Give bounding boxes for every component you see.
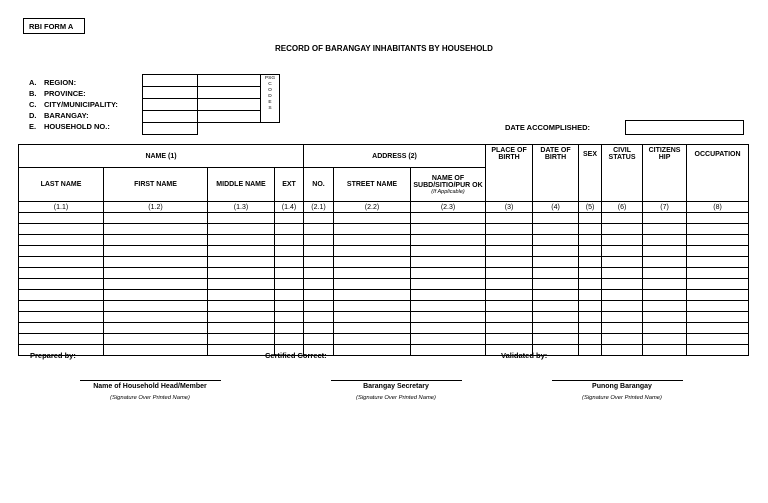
psg-codes-label: PSG C O D E S — [260, 74, 280, 123]
entry-cell[interactable] — [643, 279, 687, 290]
entry-cell[interactable] — [486, 301, 533, 312]
entry-cell[interactable] — [411, 312, 486, 323]
entry-cell[interactable] — [411, 224, 486, 235]
entry-cell[interactable] — [533, 224, 579, 235]
entry-cell[interactable] — [304, 213, 334, 224]
code-cell: (2.3) — [411, 202, 486, 213]
form-title: RECORD OF BARANGAY INHABITANTS BY HOUSEHOLD — [275, 44, 493, 53]
secretary-signature-line[interactable] — [331, 380, 462, 381]
entry-cell[interactable] — [304, 334, 334, 345]
entry-cell[interactable] — [486, 246, 533, 257]
household-no-field[interactable] — [142, 122, 198, 135]
entry-cell[interactable] — [304, 246, 334, 257]
entry-cell[interactable] — [602, 246, 643, 257]
entry-cell[interactable] — [208, 246, 275, 257]
entry-cell[interactable] — [643, 345, 687, 356]
punong-label: Punong Barangay — [592, 383, 652, 390]
validated-by-label: Validated by: — [501, 351, 548, 360]
entry-cell[interactable] — [579, 323, 602, 334]
table-row — [19, 246, 749, 257]
table-row — [19, 268, 749, 279]
entry-cell[interactable] — [19, 301, 104, 312]
entry-cell[interactable] — [579, 268, 602, 279]
entry-cell[interactable] — [104, 246, 208, 257]
entry-cell[interactable] — [602, 224, 643, 235]
code-cell: (7) — [643, 202, 687, 213]
entry-cell[interactable] — [208, 235, 275, 246]
household-no-label: E. HOUSEHOLD NO.: — [29, 122, 110, 131]
entry-cell[interactable] — [687, 235, 749, 246]
entry-cell[interactable] — [334, 279, 411, 290]
code-cell: (5) — [579, 202, 602, 213]
table-row — [19, 312, 749, 323]
street-name-header: STREET NAME — [334, 168, 411, 202]
entry-cell[interactable] — [602, 257, 643, 268]
entry-cell[interactable] — [602, 213, 643, 224]
entry-cell[interactable] — [104, 279, 208, 290]
barangay-code-field[interactable] — [197, 110, 261, 123]
entry-cell[interactable] — [304, 312, 334, 323]
entry-cell[interactable] — [104, 323, 208, 334]
entry-cell[interactable] — [533, 235, 579, 246]
table-row — [19, 301, 749, 312]
entry-cell[interactable] — [19, 312, 104, 323]
code-cell: (2.2) — [334, 202, 411, 213]
entry-cell[interactable] — [486, 213, 533, 224]
entry-cell[interactable] — [643, 213, 687, 224]
entry-cell[interactable] — [411, 334, 486, 345]
entry-cell[interactable] — [334, 257, 411, 268]
entry-cell[interactable] — [275, 246, 304, 257]
province-label: B. PROVINCE: — [29, 89, 86, 98]
entry-cell[interactable] — [334, 334, 411, 345]
entry-cell[interactable] — [643, 323, 687, 334]
secretary-label: Barangay Secretary — [363, 383, 429, 390]
entry-cell[interactable] — [486, 268, 533, 279]
entry-cell[interactable] — [486, 312, 533, 323]
entry-cell[interactable] — [579, 279, 602, 290]
table-row — [19, 279, 749, 290]
entry-cell[interactable] — [275, 301, 304, 312]
entry-cell[interactable] — [104, 345, 208, 356]
entry-cell[interactable] — [486, 224, 533, 235]
certified-correct-label: Certified Correct: — [265, 351, 327, 360]
entry-cell[interactable] — [19, 334, 104, 345]
entry-cell[interactable] — [643, 290, 687, 301]
entry-cell[interactable] — [104, 257, 208, 268]
entry-cell[interactable] — [643, 301, 687, 312]
entry-cell[interactable] — [104, 290, 208, 301]
entry-cell[interactable] — [334, 345, 411, 356]
ext-header: EXT — [275, 168, 304, 202]
entry-cell[interactable] — [579, 213, 602, 224]
entry-cell[interactable] — [486, 257, 533, 268]
entry-cell[interactable] — [275, 290, 304, 301]
entry-cell[interactable] — [579, 301, 602, 312]
entry-cell[interactable] — [579, 334, 602, 345]
code-cell: (6) — [602, 202, 643, 213]
entry-cell[interactable] — [687, 323, 749, 334]
entry-cell[interactable] — [275, 235, 304, 246]
entry-cell[interactable] — [486, 323, 533, 334]
entry-cell[interactable] — [19, 290, 104, 301]
date-accomplished-field[interactable] — [625, 120, 744, 135]
entry-cell[interactable] — [104, 224, 208, 235]
entry-cell[interactable] — [411, 235, 486, 246]
date-accomplished-label: DATE ACCOMPLISHED: — [505, 123, 590, 132]
entry-cell[interactable] — [533, 246, 579, 257]
secretary-signature-note: (Signature Over Printed Name) — [356, 395, 436, 401]
entry-cell[interactable] — [687, 279, 749, 290]
address-no-header: NO. — [304, 168, 334, 202]
entry-cell[interactable] — [208, 323, 275, 334]
table-row — [19, 334, 749, 345]
entry-cell[interactable] — [486, 235, 533, 246]
entry-cell[interactable] — [602, 323, 643, 334]
entry-cell[interactable] — [643, 246, 687, 257]
code-cell: (8) — [687, 202, 749, 213]
entry-cell[interactable] — [334, 268, 411, 279]
entry-cell[interactable] — [208, 224, 275, 235]
entry-cell[interactable] — [19, 257, 104, 268]
table-row — [19, 323, 749, 334]
region-label: A. REGION: — [29, 78, 77, 87]
head-signature-note: (Signature Over Printed Name) — [110, 395, 190, 401]
first-name-header: FIRST NAME — [104, 168, 208, 202]
entry-cell[interactable] — [579, 246, 602, 257]
entry-cell[interactable] — [687, 224, 749, 235]
entry-cell[interactable] — [602, 312, 643, 323]
entry-cell[interactable] — [486, 279, 533, 290]
entry-cell[interactable] — [643, 312, 687, 323]
entry-cell[interactable] — [334, 323, 411, 334]
name-group-header: NAME (1) — [19, 145, 304, 168]
entry-cell[interactable] — [579, 235, 602, 246]
date-of-birth-header: DATE OF BIRTH — [533, 145, 579, 202]
entry-cell[interactable] — [275, 312, 304, 323]
entry-cell[interactable] — [643, 257, 687, 268]
form-code: RBI FORM A — [23, 18, 85, 34]
entry-cell[interactable] — [104, 268, 208, 279]
entry-cell[interactable] — [579, 290, 602, 301]
table-row — [19, 224, 749, 235]
entry-cell[interactable] — [304, 268, 334, 279]
entry-cell[interactable] — [208, 268, 275, 279]
entry-cell[interactable] — [602, 235, 643, 246]
entry-cell[interactable] — [104, 334, 208, 345]
punong-signature-line[interactable] — [552, 380, 683, 381]
entry-cell[interactable] — [486, 334, 533, 345]
entry-cell[interactable] — [334, 235, 411, 246]
entry-cell[interactable] — [411, 213, 486, 224]
table-row — [19, 290, 749, 301]
entry-cell[interactable] — [687, 312, 749, 323]
entry-cell[interactable] — [304, 290, 334, 301]
entry-cell[interactable] — [643, 268, 687, 279]
entry-cell[interactable] — [602, 279, 643, 290]
inhabitants-table — [18, 144, 749, 356]
code-cell: (1.1) — [19, 202, 104, 213]
entry-cell[interactable] — [208, 312, 275, 323]
place-of-birth-header: PLACE OF BIRTH — [486, 145, 533, 202]
last-name-header: LAST NAME — [19, 168, 104, 202]
entry-cell[interactable] — [208, 257, 275, 268]
table-row — [19, 235, 749, 246]
code-cell: (2.1) — [304, 202, 334, 213]
entry-cell[interactable] — [486, 290, 533, 301]
entry-cell[interactable] — [104, 213, 208, 224]
entry-cell[interactable] — [643, 235, 687, 246]
entry-cell[interactable] — [533, 323, 579, 334]
entry-cell[interactable] — [533, 213, 579, 224]
entry-cell[interactable] — [643, 334, 687, 345]
entry-cell[interactable] — [208, 213, 275, 224]
entry-cell[interactable] — [533, 312, 579, 323]
subd-header: NAME OF SUBD/SITIO/PUR OK (If Applicable) — [411, 168, 486, 202]
entry-cell[interactable] — [19, 224, 104, 235]
entry-cell[interactable] — [19, 246, 104, 257]
entry-cell[interactable] — [687, 345, 749, 356]
entry-cell[interactable] — [304, 257, 334, 268]
head-name-label: Name of Household Head/Member — [93, 383, 207, 390]
entry-cell[interactable] — [275, 323, 304, 334]
entry-cell[interactable] — [19, 268, 104, 279]
citizenship-header: CITIZENS HIP — [643, 145, 687, 202]
entry-cell[interactable] — [104, 235, 208, 246]
entry-cell[interactable] — [411, 345, 486, 356]
entry-cell[interactable] — [334, 312, 411, 323]
table-row — [19, 257, 749, 268]
middle-name-header: MIDDLE NAME — [208, 168, 275, 202]
entry-cell[interactable] — [533, 301, 579, 312]
entry-cell[interactable] — [687, 268, 749, 279]
entry-cell[interactable] — [533, 279, 579, 290]
entry-cell[interactable] — [304, 235, 334, 246]
entry-cell[interactable] — [208, 334, 275, 345]
code-cell: (1.3) — [208, 202, 275, 213]
entry-cell[interactable] — [19, 279, 104, 290]
prepared-by-label: Prepared by: — [30, 351, 76, 360]
entry-cell[interactable] — [208, 290, 275, 301]
code-cell: (3) — [486, 202, 533, 213]
entry-cell[interactable] — [411, 290, 486, 301]
entry-cell[interactable] — [602, 268, 643, 279]
entry-cell[interactable] — [104, 312, 208, 323]
entry-cell[interactable] — [643, 224, 687, 235]
code-cell: (4) — [533, 202, 579, 213]
entry-cell[interactable] — [304, 224, 334, 235]
entry-cell[interactable] — [411, 301, 486, 312]
entry-cell[interactable] — [275, 334, 304, 345]
entry-cell[interactable] — [334, 301, 411, 312]
city-label: C. CITY/MUNICIPALITY: — [29, 100, 118, 109]
entry-cell[interactable] — [687, 257, 749, 268]
entry-cell[interactable] — [19, 235, 104, 246]
table-row — [19, 345, 749, 356]
entry-cell[interactable] — [602, 301, 643, 312]
entry-cell[interactable] — [602, 334, 643, 345]
entry-cell[interactable] — [579, 224, 602, 235]
entry-cell[interactable] — [411, 257, 486, 268]
entry-cell[interactable] — [602, 345, 643, 356]
occupation-header: OCCUPATION — [687, 145, 749, 202]
entry-cell[interactable] — [687, 213, 749, 224]
entry-cell[interactable] — [104, 301, 208, 312]
entry-cell[interactable] — [275, 257, 304, 268]
entry-cell[interactable] — [579, 312, 602, 323]
table-row — [19, 213, 749, 224]
entry-cell[interactable] — [19, 213, 104, 224]
entry-cell[interactable] — [411, 323, 486, 334]
entry-cell[interactable] — [533, 257, 579, 268]
entry-cell[interactable] — [275, 279, 304, 290]
code-cell: (1.4) — [275, 202, 304, 213]
entry-cell[interactable] — [275, 268, 304, 279]
entry-cell[interactable] — [687, 246, 749, 257]
entry-cell[interactable] — [304, 301, 334, 312]
entry-cell[interactable] — [208, 301, 275, 312]
barangay-label: D. BARANGAY: — [29, 111, 89, 120]
address-group-header: ADDRESS (2) — [304, 145, 486, 168]
entry-cell[interactable] — [304, 323, 334, 334]
sex-header: SEX — [579, 145, 602, 202]
entry-cell[interactable] — [533, 334, 579, 345]
entry-cell[interactable] — [411, 279, 486, 290]
civil-status-header: CIVIL STATUS — [602, 145, 643, 202]
entry-cell[interactable] — [208, 279, 275, 290]
head-signature-line[interactable] — [80, 380, 221, 381]
entry-cell[interactable] — [687, 301, 749, 312]
entry-cell[interactable] — [275, 224, 304, 235]
code-cell: (1.2) — [104, 202, 208, 213]
entry-cell[interactable] — [334, 290, 411, 301]
entry-cell[interactable] — [334, 246, 411, 257]
entry-cell[interactable] — [411, 246, 486, 257]
entry-cell[interactable] — [334, 213, 411, 224]
entry-cell[interactable] — [579, 345, 602, 356]
entry-cell[interactable] — [687, 334, 749, 345]
entry-cell[interactable] — [411, 268, 486, 279]
entry-cell[interactable] — [687, 290, 749, 301]
entry-cell[interactable] — [304, 279, 334, 290]
entry-cell[interactable] — [602, 290, 643, 301]
entry-cell[interactable] — [19, 323, 104, 334]
entry-cell[interactable] — [533, 268, 579, 279]
entry-cell[interactable] — [533, 290, 579, 301]
entry-cell[interactable] — [275, 213, 304, 224]
entry-cell[interactable] — [334, 224, 411, 235]
punong-signature-note: (Signature Over Printed Name) — [582, 395, 662, 401]
entry-cell[interactable] — [579, 257, 602, 268]
